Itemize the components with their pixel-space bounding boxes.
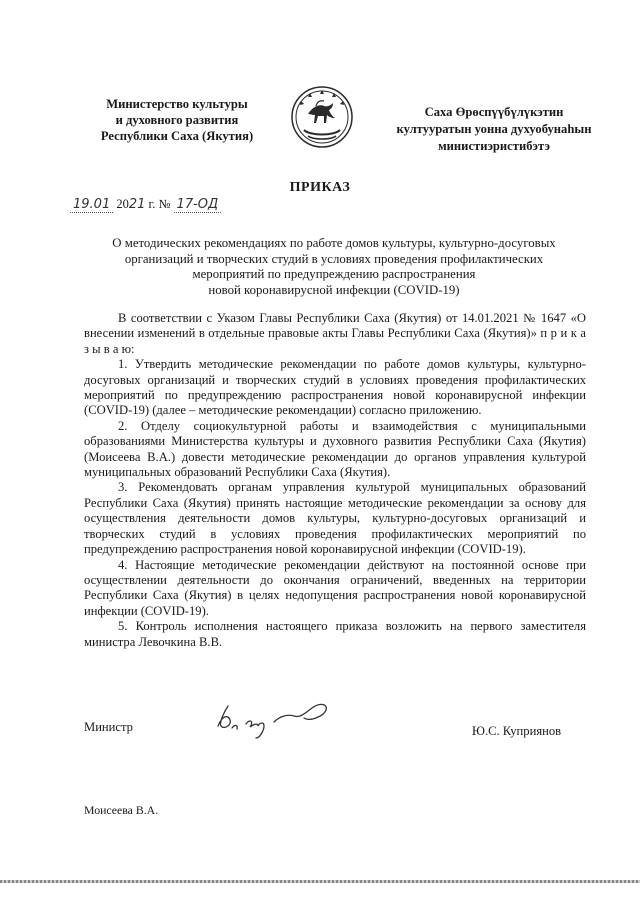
ministry-name-russian-line: Министерство культуры (106, 97, 248, 111)
ministry-name-yakut-line: култууратын уонна духуобунаһын (396, 122, 592, 136)
date-year-suffix: 21 (128, 197, 146, 212)
executor-name: Моисеева В.А. (84, 803, 159, 817)
order-item-1: 1. Утвердить методические рекомендации по работе домов культуры, культурно-досуговых организаций и творческих студий в условиях проведения профилактических мероприятий по предупреждению распространения новой коронавирусной инфекции (COVID-19) (далее – методические рекомендации) согласно приложению. (84, 357, 586, 418)
signatory-name: Ю.С. Куприянов (472, 724, 562, 738)
order-subject-line: О методических рекомендациях по работе домов культуры, культурно-досуговых (112, 236, 556, 250)
date-day: 19.01 (70, 197, 113, 213)
order-subject (84, 236, 584, 298)
order-item-2: 2. Отделу социокультурной работы и взаимодействия с муниципальными образованиями Министерства культуры и духовного развития Республики Саха (Якутия) (Моисеева В.А.) довести методические рекомендации до органов управления культурой муниципальных образований Республики Саха (Якутия). (84, 418, 586, 480)
ministry-name-russian-line: Республики Саха (Якутия) (100, 129, 254, 143)
ministry-name-yakut-line: министиэристибэтэ (438, 139, 550, 153)
order-body (84, 311, 586, 650)
date-year-label: г. (148, 197, 156, 211)
coat-of-arms-sakha-icon (290, 84, 354, 152)
ministry-name-yakut (360, 104, 628, 155)
order-item-3: 3. Рекомендовать органам управления культурой муниципальных образований Республики Саха (Якутия) принять настоящие методические рекомендации за основу для осуществления деятельности домов культуры, культурно-досуговых организаций и творческих студий в условиях проведения профилактических мероприятий по предупреждению распространения новой коронавирусной инфекции (COVID-19). (84, 480, 586, 557)
date-year-prefix: 20 (116, 197, 129, 211)
ministry-name-russian (58, 96, 296, 144)
ministry-name-yakut-line: Саха Өрөспүүбүлүкэтин (424, 105, 564, 119)
ministry-name-russian-line: и духовного развития (115, 113, 239, 127)
order-subject-line: мероприятий по предупреждению распространения (192, 267, 476, 281)
signatory-title: Министр (84, 720, 133, 734)
preamble-paragraph: В соответствии с Указом Главы Республики Саха (Якутия) от 14.01.2021 № 1647 «О внесении изменений в отдельные правовые акты Главы Республики Саха (Якутия)» п р и к а з ы в а ю: (84, 311, 586, 356)
order-subject-line: новой коронавирусной инфекции (COVID-19) (208, 282, 460, 297)
number-label: № (158, 197, 171, 211)
date-number-line (70, 197, 300, 217)
order-subject-line: организаций и творческих студий в условиях проведения профилактических (124, 251, 544, 266)
order-number: 17-ОД (174, 197, 222, 213)
document-type-title: ПРИКАЗ (289, 180, 351, 195)
scan-edge-divider (0, 880, 640, 883)
order-item-4: 4. Настоящие методические рекомендации действуют на постоянной основе при осуществлении деятельности до окончания ограничений, введенных на территории Республики Саха (Якутия) в целях недопущения распространения новой коронавирусной инфекции (COVID-19). (84, 557, 586, 618)
order-item-5: 5. Контроль исполнения настоящего приказа возложить на первого заместителя министра Левочкина В.В. (84, 619, 586, 649)
handwritten-signature (212, 700, 362, 740)
